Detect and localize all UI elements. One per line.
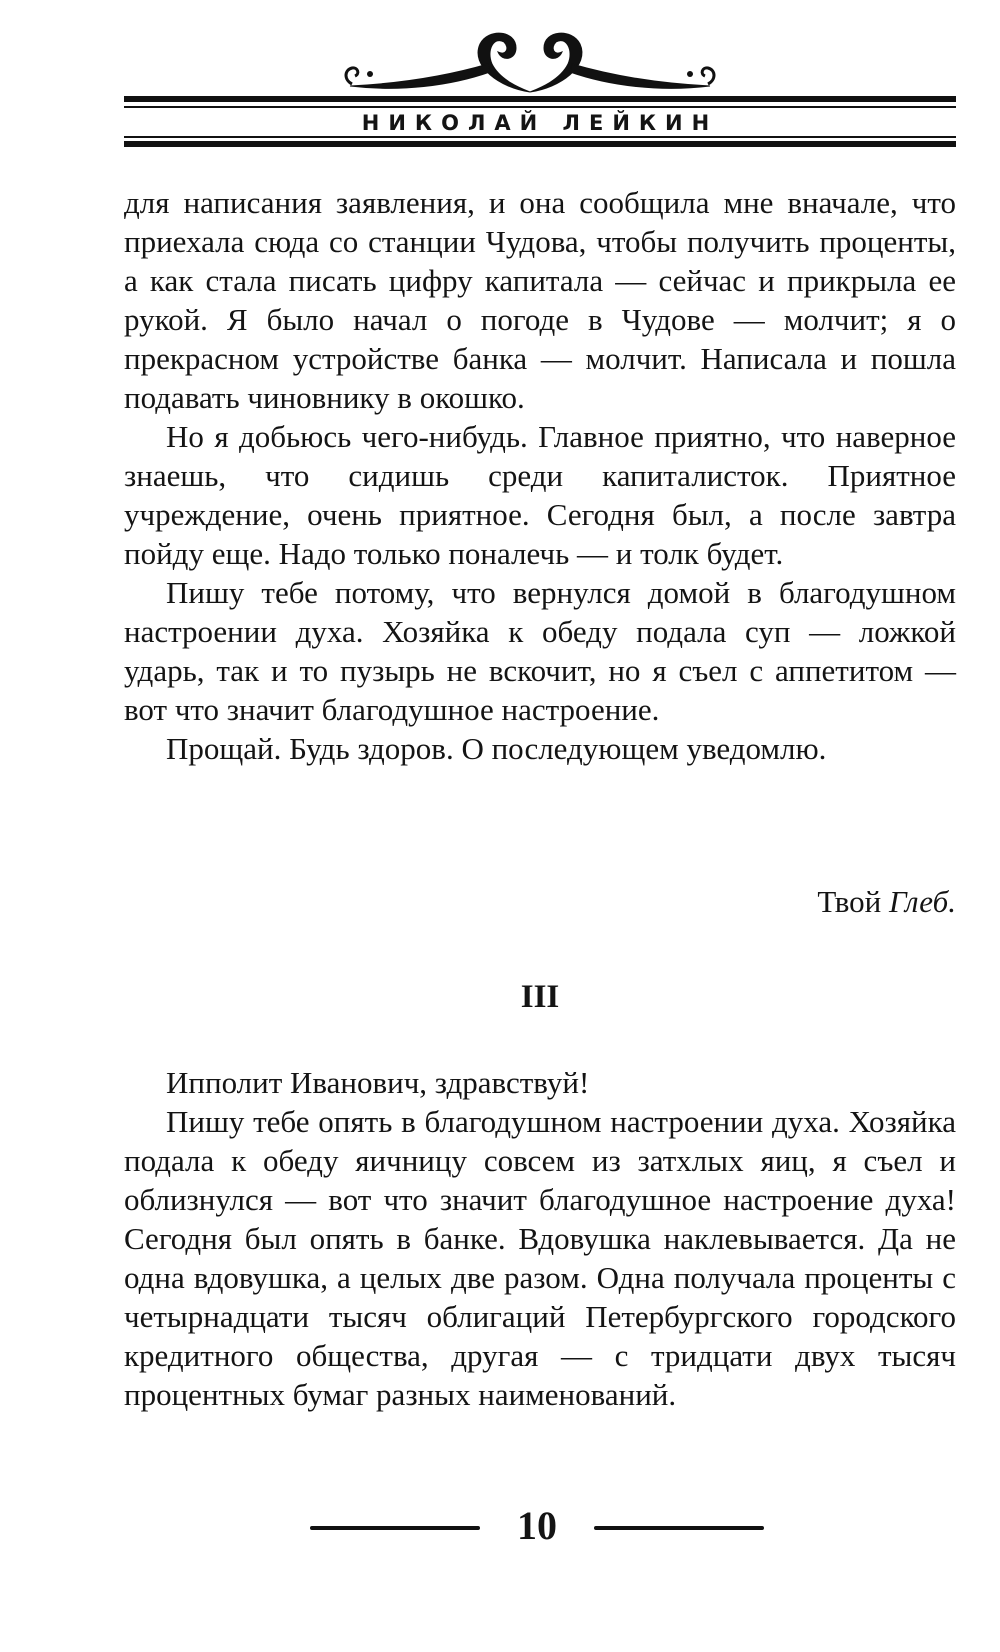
letter-three-text <box>124 1063 956 1414</box>
footer-rule-right <box>594 1526 764 1530</box>
header-rule-top-thick <box>124 96 956 102</box>
running-head-author: НИКОЛАЙ ЛЕЙКИН <box>361 111 719 135</box>
page-footer <box>124 1504 956 1548</box>
signature-name: Глеб. <box>889 884 956 919</box>
paragraph: Пишу тебе опять в благодушном настроении духа. Хозяйка подала к обеду яичницу совсем из затхлых яиц, я съел и облизнулся — вот что значит благодушное настроение духа! Сегодня был опять в банке. Вдовушка наклевывается. Да не одна вдовушка, а целых две разом. Одна получала проценты с четырнадцати тысяч облигаций Петербургского городского кредитного общества, другая — с тридцати двух тысяч процентных бумаг разных наименований. <box>124 1104 956 1412</box>
header-rule-bottom-thin <box>124 136 956 138</box>
paragraph: Пишу тебе потому, что вернулся домой в благодушном настроении духа. Хозяйка к обеду подала суп — ложкой ударь, так и то пузырь не вскочит, но я съел с аппетитом — вот что значит благодушное настроение. <box>124 575 956 727</box>
footer-rule-left <box>310 1526 480 1530</box>
page-number: 10 <box>517 1503 557 1548</box>
header-rule-bottom-thick <box>124 141 956 147</box>
paragraph: Но я добьюсь чего-нибудь. Главное приятно, что наверное знаешь, что сидишь среди капиталисток. Приятное учреждение, очень приятное. Сегодня был, а после завтра пойду еще. Надо только поналечь — и толк будет. <box>124 419 956 571</box>
header-rule-top-thin <box>124 106 956 108</box>
letter-two-text <box>124 183 956 768</box>
letter-greeting: Ипполит Иванович, здравствуй! <box>166 1065 590 1100</box>
ornament-flourish-icon <box>330 22 730 100</box>
signature-prefix: Твой <box>817 884 890 919</box>
section-number: III <box>520 979 560 1015</box>
letter-signature <box>817 882 956 921</box>
paragraph: Прощай. Будь здоров. О последующем уведомлю. <box>166 731 827 766</box>
paragraph: для написания заявления, и она сообщила мне вначале, что приехала сюда со станции Чудова, чтобы получить проценты, а как стала писать цифру капитала — сейчас и прикрыла ее рукой. Я было начал о погоде в Чудове — молчит; я о прекрасном устройстве банка — молчит. Написала и пошла подавать чиновнику в окошко. <box>124 185 956 415</box>
